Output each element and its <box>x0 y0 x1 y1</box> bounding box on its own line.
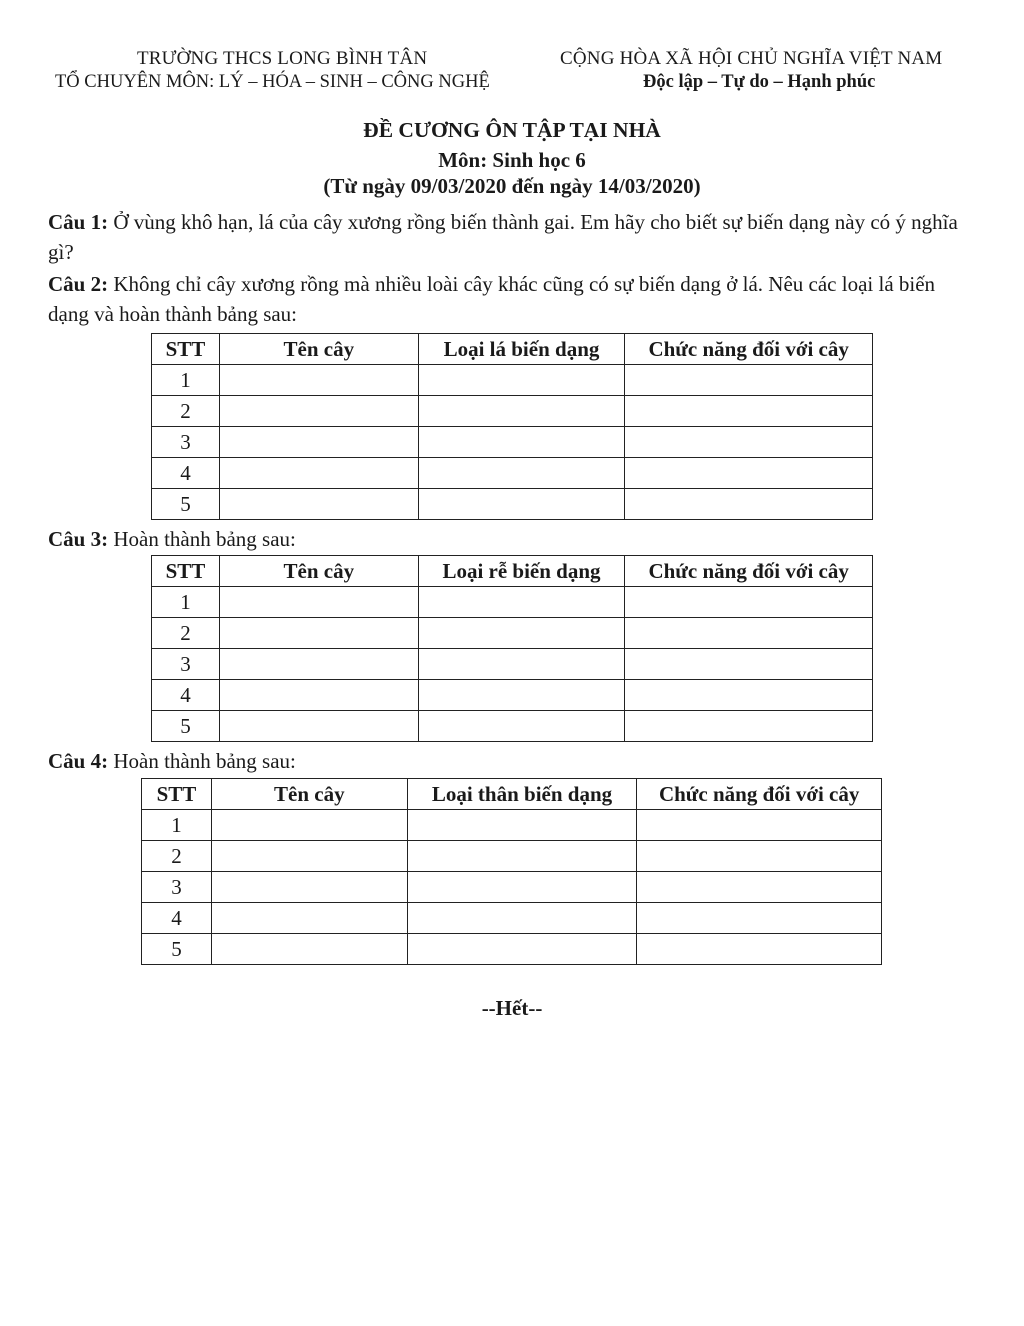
blank-cell[interactable] <box>637 841 882 872</box>
col-header-plant-name: Tên cây <box>219 334 418 365</box>
row-number: 3 <box>142 872 212 903</box>
end-marker: --Hết-- <box>481 996 543 1020</box>
blank-cell[interactable] <box>407 872 637 903</box>
row-number: 2 <box>152 396 220 427</box>
table-root-modifications <box>151 555 873 742</box>
question-1 <box>48 207 978 267</box>
col-header-stt: STT <box>152 334 220 365</box>
blank-cell[interactable] <box>407 810 637 841</box>
row-number: 3 <box>152 649 220 680</box>
question-4 <box>48 746 978 776</box>
blank-cell[interactable] <box>211 872 407 903</box>
col-header-function: Chức năng đối với cây <box>637 779 882 810</box>
document-title: ĐỀ CƯƠNG ÔN TẬP TẠI NHÀ <box>363 118 661 142</box>
question-1-text: Ở vùng khô hạn, lá của cây xương rồng biến thành gai. Em hãy cho biết sự biến dạng này có ý nghĩa gì? <box>48 210 958 264</box>
blank-cell[interactable] <box>219 489 418 520</box>
blank-cell[interactable] <box>418 649 625 680</box>
blank-cell[interactable] <box>418 711 625 742</box>
blank-cell[interactable] <box>407 934 637 965</box>
blank-cell[interactable] <box>625 365 873 396</box>
blank-cell[interactable] <box>418 680 625 711</box>
table-row <box>142 903 882 934</box>
blank-cell[interactable] <box>418 396 625 427</box>
question-4-text: Hoàn thành bảng sau: <box>108 749 296 773</box>
motto: Độc lập – Tự do – Hạnh phúc <box>643 72 876 92</box>
blank-cell[interactable] <box>625 396 873 427</box>
blank-cell[interactable] <box>418 427 625 458</box>
table-row <box>142 934 882 965</box>
question-2 <box>48 269 978 329</box>
blank-cell[interactable] <box>625 618 873 649</box>
blank-cell[interactable] <box>211 934 407 965</box>
blank-cell[interactable] <box>219 618 418 649</box>
blank-cell[interactable] <box>211 841 407 872</box>
table-row <box>142 872 882 903</box>
row-number: 5 <box>152 489 220 520</box>
table-row <box>152 489 873 520</box>
table-row <box>152 587 873 618</box>
blank-cell[interactable] <box>407 903 637 934</box>
col-header-function: Chức năng đối với cây <box>625 334 873 365</box>
question-2-text: Không chỉ cây xương rồng mà nhiều loài cây khác cũng có sự biến dạng ở lá. Nêu các loại lá biến dạng và hoàn thành bảng sau: <box>48 272 936 326</box>
blank-cell[interactable] <box>637 872 882 903</box>
table-row <box>152 680 873 711</box>
school-name: TRƯỜNG THCS LONG BÌNH TÂN <box>137 48 428 69</box>
table-stem-modifications <box>141 778 882 965</box>
table-row <box>142 810 882 841</box>
blank-cell[interactable] <box>211 810 407 841</box>
row-number: 4 <box>142 903 212 934</box>
row-number: 2 <box>152 618 220 649</box>
blank-cell[interactable] <box>418 458 625 489</box>
blank-cell[interactable] <box>219 458 418 489</box>
blank-cell[interactable] <box>637 903 882 934</box>
blank-cell[interactable] <box>219 427 418 458</box>
table-row <box>152 396 873 427</box>
table-row <box>152 365 873 396</box>
subject-line: Môn: Sinh học 6 <box>438 148 586 172</box>
question-3 <box>48 524 978 554</box>
question-3-label: Câu 3: <box>48 527 109 551</box>
table-row <box>142 841 882 872</box>
table-row <box>152 427 873 458</box>
blank-cell[interactable] <box>219 365 418 396</box>
blank-cell[interactable] <box>418 587 625 618</box>
blank-cell[interactable] <box>219 649 418 680</box>
table-row <box>152 618 873 649</box>
blank-cell[interactable] <box>625 489 873 520</box>
row-number: 2 <box>142 841 212 872</box>
blank-cell[interactable] <box>418 489 625 520</box>
blank-cell[interactable] <box>625 458 873 489</box>
blank-cell[interactable] <box>625 649 873 680</box>
col-header-function: Chức năng đối với cây <box>625 556 873 587</box>
col-header-stt: STT <box>152 556 220 587</box>
blank-cell[interactable] <box>625 680 873 711</box>
row-number: 1 <box>152 587 220 618</box>
blank-cell[interactable] <box>637 934 882 965</box>
question-4-label: Câu 4: <box>48 749 109 773</box>
col-header-modified-type: Loại thân biến dạng <box>407 779 637 810</box>
table-row <box>152 711 873 742</box>
blank-cell[interactable] <box>637 810 882 841</box>
nation-name: CỘNG HÒA XÃ HỘI CHỦ NGHĨA VIỆT NAM <box>560 48 943 69</box>
col-header-modified-type: Loại rễ biến dạng <box>418 556 625 587</box>
blank-cell[interactable] <box>219 587 418 618</box>
row-number: 5 <box>152 711 220 742</box>
col-header-plant-name: Tên cây <box>219 556 418 587</box>
question-2-label: Câu 2: <box>48 272 109 296</box>
question-3-text: Hoàn thành bảng sau: <box>108 527 296 551</box>
blank-cell[interactable] <box>625 587 873 618</box>
row-number: 5 <box>142 934 212 965</box>
table-row <box>152 649 873 680</box>
blank-cell[interactable] <box>418 365 625 396</box>
blank-cell[interactable] <box>625 427 873 458</box>
row-number: 4 <box>152 458 220 489</box>
row-number: 3 <box>152 427 220 458</box>
blank-cell[interactable] <box>625 711 873 742</box>
blank-cell[interactable] <box>407 841 637 872</box>
col-header-plant-name: Tên cây <box>211 779 407 810</box>
blank-cell[interactable] <box>418 618 625 649</box>
table-row <box>152 458 873 489</box>
date-range: (Từ ngày 09/03/2020 đến ngày 14/03/2020) <box>323 174 701 198</box>
question-1-label: Câu 1: <box>48 210 109 234</box>
blank-cell[interactable] <box>219 711 418 742</box>
table-leaf-modifications <box>151 333 873 520</box>
department-name: TỔ CHUYÊN MÔN: LÝ – HÓA – SINH – CÔNG NGHỆ <box>55 72 490 92</box>
blank-cell[interactable] <box>211 903 407 934</box>
row-number: 4 <box>152 680 220 711</box>
col-header-modified-type: Loại lá biến dạng <box>418 334 625 365</box>
col-header-stt: STT <box>142 779 212 810</box>
row-number: 1 <box>142 810 212 841</box>
row-number: 1 <box>152 365 220 396</box>
blank-cell[interactable] <box>219 680 418 711</box>
blank-cell[interactable] <box>219 396 418 427</box>
